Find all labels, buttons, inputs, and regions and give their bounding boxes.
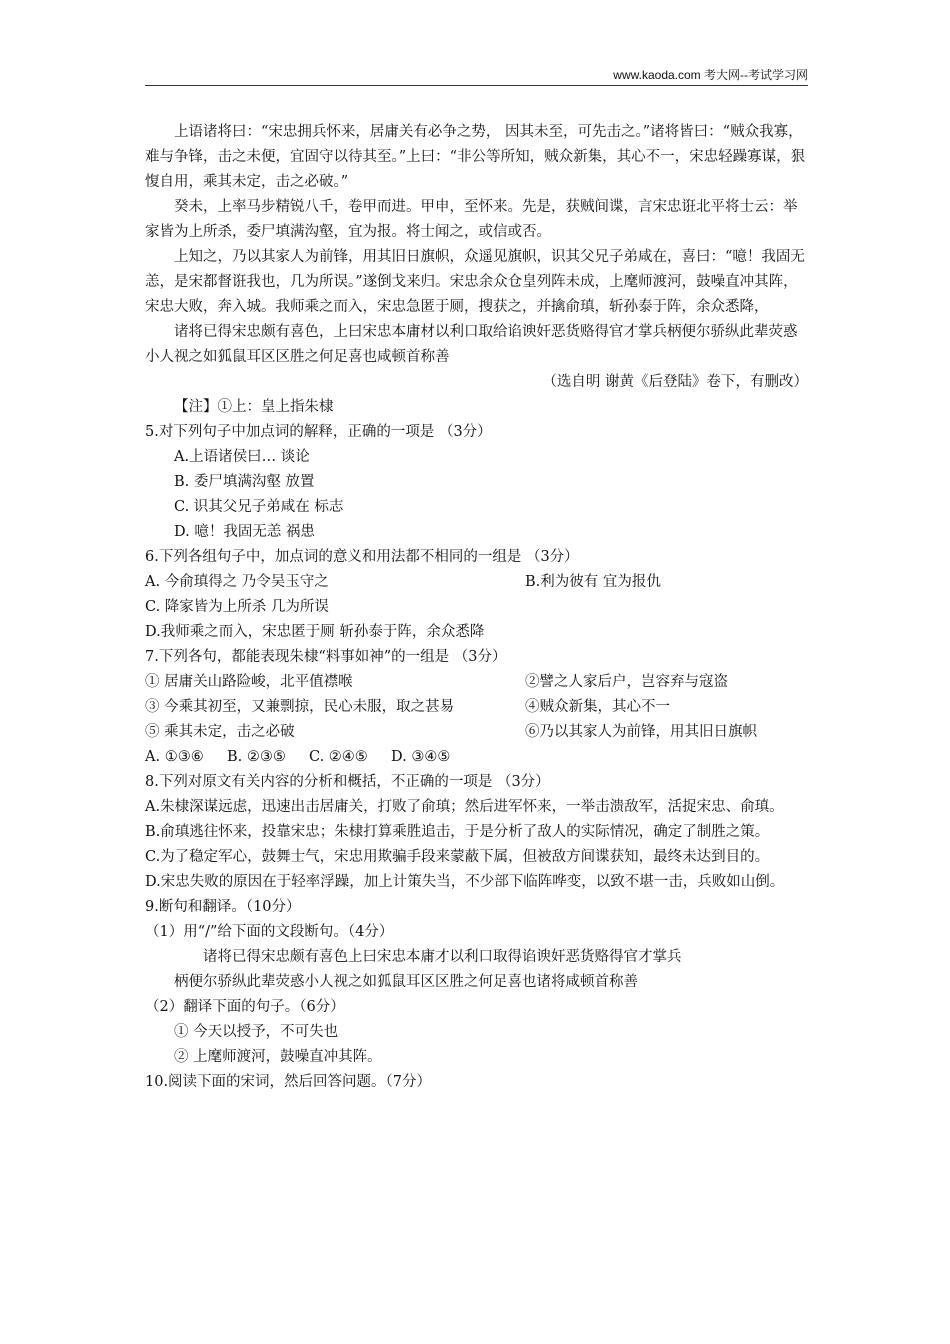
q8-option-d: D.宋忠失败的原因在于轻率浮躁，加上计策失当，不少部下临阵哗变，以致不堪一击，兵败如山倒。: [145, 874, 785, 890]
q9-text-line-2: 柄便尔骄纵此辈荧惑小人视之如狐鼠耳区区胜之何足喜也诸将咸顿首称善: [174, 974, 638, 990]
q7-items-row: [145, 720, 808, 745]
q7-items-row: [145, 670, 808, 695]
q6-option-b: B.利为彼有 宜为报仇: [525, 574, 661, 590]
q7-item-5: ⑤ 乘其未定，击之必破: [145, 724, 295, 740]
q9-translate-2: ② 上麾师渡河，鼓噪直冲其阵。: [174, 1049, 382, 1065]
q8-option-b: B.俞瑱逃往怀来，投靠宋忠；朱棣打算乘胜追击，于是分析了敌人的实际情况，确定了制胜之策。: [145, 824, 770, 840]
q5-stem: 5.对下列句子中加点词的解释，正确的一项是 （3分）: [145, 424, 492, 440]
q7-option-a: A. ①③⑥: [145, 749, 204, 765]
q7-item-4: ④贼众新集，其心不一: [525, 699, 670, 715]
q5-option-b: B. 委尸填满沟壑 放置: [174, 474, 315, 490]
document-body: [145, 120, 808, 1095]
passage-paragraph-1: 上语诸将曰：“宋忠拥兵怀来，居庸关有必争之势， 因其未至，可先击之。”诸将皆曰：“贼众我寡，难与争锋，击之未便，宜固守以待其至。”上曰：“非公等所知，贼众新集，其心不一，宋忠轻躁寡谋，狠愎自用，乘其未定，击之必破。”: [145, 124, 806, 190]
passage-source: （选自明 谢黄《后登陆》卷下，有删改）: [542, 374, 808, 390]
q5-option-c: C. 识其父兄子弟咸在 标志: [174, 499, 344, 515]
q7-stem: 7.下列各句，都能表现朱棣“料事如神”的一组是 （3分）: [145, 649, 507, 665]
header-rule: [145, 85, 808, 86]
q6-option-c: C. 降家皆为上所杀 几为所误: [145, 599, 329, 615]
q9-sub2: （2）翻译下面的句子。（6分）: [145, 999, 345, 1015]
q7-option-c: C. ②④⑤: [309, 749, 368, 765]
q6-option-a: A. 今俞瑱得之 乃令吴玉守之: [145, 574, 329, 590]
q7-option-b: B. ②③⑤: [227, 749, 286, 765]
q6-row-ab: [145, 570, 808, 595]
q6-option-d: D.我师乘之而入，宋忠匿于厕 斩孙泰于阵，余众悉降: [145, 624, 485, 640]
q7-option-d: D. ③④⑤: [391, 749, 451, 765]
q9-translate-1: ① 今天以授予，不可失也: [174, 1024, 339, 1040]
q10-stem: 10.阅读下面的宋词，然后回答问题。（7分）: [145, 1074, 432, 1090]
passage-paragraph-2: 癸未，上率马步精锐八千，卷甲而进。甲申，至怀来。先是，获贼间谍，言宋忠诳北平将士云：举家皆为上所杀，委尸填满沟壑，宜为报。将士闻之，或信或否。: [145, 199, 798, 240]
q9-sub1: （1）用“/”给下面的文段断句。（4分）: [145, 924, 394, 940]
passage-paragraph-4: 诸将已得宋忠颇有喜色，上曰宋忠本庸材以利口取给谄谀奸恶货赂得官才掌兵柄便尔骄纵此辈荧惑小人视之如狐鼠耳区区胜之何足喜也咸顿首称善: [145, 324, 798, 365]
q5-option-a: A.上语诸侯曰… 谈论: [174, 449, 310, 465]
q5-option-d: D. 噫！我固无恙 祸患: [174, 524, 315, 540]
passage-paragraph-3: 上知之，乃以其家人为前锋，用其旧日旗帜，众遥见旗帜，识其父兄子弟咸在，喜曰：“噫！我固无恙，是宋都督诳我也，几为所误。”遂倒戈来归。宋忠余众仓皇列阵未成，上麾师渡河，鼓噪直冲其阵，宋忠大败，奔入城。我师乘之而入，宋忠急匿于厕，搜获之，并擒俞瑱，斩孙泰于阵，余众悉降，: [145, 249, 805, 315]
q8-stem: 8.下列对原文有关内容的分析和概括，不正确的一项是 （3分）: [145, 774, 550, 790]
passage-note: 【注】①上：皇上指朱棣: [174, 399, 334, 415]
page-header: www.kaoda.com 考大网--考试学习网: [613, 68, 808, 82]
q7-item-3: ③ 今乘其初至，又兼剽掠，民心未服，取之甚易: [145, 699, 455, 715]
q9-stem: 9.断句和翻译。（10分）: [145, 899, 301, 915]
q8-option-a: A.朱棣深谋远虑，迅速出击居庸关，打败了俞瑱；然后进军怀来，一举击溃敌军，活捉宋忠、俞瑱。: [145, 799, 784, 815]
q8-option-c: C.为了稳定军心，鼓舞士气，宋忠用欺骗手段来蒙蔽下属，但被敌方间谍获知，最终未达到目的。: [145, 849, 770, 865]
q7-options: [145, 745, 808, 770]
q7-item-6: ⑥乃以其家人为前锋，用其旧日旗帜: [525, 724, 757, 740]
q7-item-1: ① 居庸关山路险峻，北平值襟喉: [145, 674, 353, 690]
q6-stem: 6.下列各组句子中，加点词的意义和用法都不相同的一组是 （3分）: [145, 549, 579, 565]
q7-items-row: [145, 695, 808, 720]
q7-item-2: ②譬之人家后户，岂容弃与寇盗: [525, 674, 728, 690]
q9-text-line-1: 诸将已得宋忠颇有喜色上曰宋忠本庸才以利口取得谄谀奸恶货赂得官才掌兵: [203, 949, 682, 965]
